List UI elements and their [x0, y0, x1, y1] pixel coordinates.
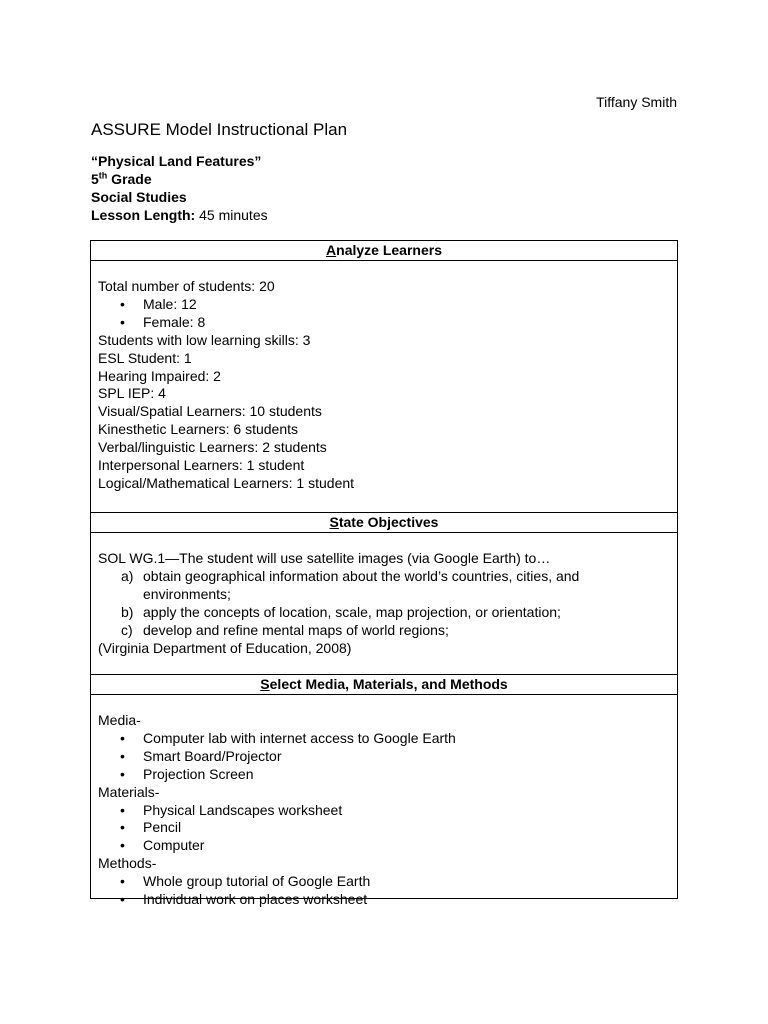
objective-item — [98, 568, 669, 586]
learner-stat: Students with low learning skills: 3 — [98, 331, 311, 348]
list-item: • Smart Board/Projector — [98, 748, 669, 766]
grade-suffix: th — [98, 170, 108, 181]
lesson-length — [91, 206, 268, 224]
objectives-header-rest: tate Objectives — [338, 514, 439, 530]
grade-word: Grade — [107, 171, 152, 187]
list-item: • Male: 12 — [98, 296, 669, 314]
select-media-body — [91, 695, 677, 908]
objective-item — [98, 622, 669, 640]
list-item: • Computer lab with internet access to Google Earth — [98, 730, 669, 748]
document-title: ASSURE Model Instructional Plan — [91, 120, 348, 139]
lesson-topic: “Physical Land Features” — [91, 153, 262, 169]
lesson-meta — [91, 152, 268, 224]
learner-stat: Interpersonal Learners: 1 student — [98, 457, 305, 474]
learner-stat: SPL IEP: 4 — [98, 385, 166, 402]
author-name: Tiffany Smith — [596, 94, 677, 110]
total-students: Total number of students: 20 — [98, 278, 275, 294]
lesson-grade — [91, 170, 268, 188]
state-objectives-body — [91, 533, 677, 675]
analyze-learners-header — [91, 241, 677, 261]
learner-stat: Kinesthetic Learners: 6 students — [98, 421, 299, 438]
media-header-initial: S — [260, 676, 270, 692]
learner-stat: ESL Student: 1 — [98, 349, 192, 366]
list-item: • Pencil — [98, 819, 669, 837]
lesson-length-label: Lesson Length: — [91, 207, 196, 223]
objective-citation: (Virginia Department of Education, 2008) — [98, 639, 352, 656]
methods-label: Methods- — [98, 855, 157, 872]
list-item: • Computer — [98, 837, 669, 855]
select-media-header — [91, 675, 677, 695]
state-objectives-header — [91, 513, 677, 533]
objective-letter: c) — [121, 621, 133, 638]
media-header-rest: elect Media, Materials, and Methods — [269, 676, 508, 692]
grade-number: 5 — [91, 171, 99, 187]
learner-stat: Visual/Spatial Learners: 10 students — [98, 403, 322, 420]
objective-letter: b) — [121, 603, 134, 620]
objective-intro: SOL WG.1—The student will use satellite images (via Google Earth) to… — [98, 550, 551, 566]
objective-item — [98, 604, 669, 622]
media-label: Media- — [98, 712, 141, 728]
analyze-header-rest: nalyze Learners — [336, 242, 442, 258]
learner-stat: Logical/Mathematical Learners: 1 student — [98, 474, 355, 491]
analyze-learners-body — [91, 261, 677, 513]
objective-text: apply the concepts of location, scale, map projection, or orientation; — [143, 603, 561, 620]
objective-letter: a) — [121, 567, 134, 584]
objective-text: obtain geographical information about the world’s countries, cities, and — [143, 567, 580, 584]
list-item: • Female: 8 — [98, 314, 669, 332]
materials-label: Materials- — [98, 783, 160, 800]
lesson-subject: Social Studies — [91, 189, 187, 205]
lesson-length-value: 45 minutes — [195, 207, 268, 223]
list-item: • Physical Landscapes worksheet — [98, 802, 669, 820]
objectives-header-initial: S — [329, 514, 339, 530]
objective-item-continued: environments; — [143, 585, 231, 602]
list-item: • Individual work on places worksheet — [98, 891, 669, 909]
list-item: • Projection Screen — [98, 766, 669, 784]
list-item: • Whole group tutorial of Google Earth — [98, 873, 669, 891]
assure-plan-table — [90, 240, 678, 908]
learner-stat: Verbal/linguistic Learners: 2 students — [98, 439, 327, 456]
learner-stat: Hearing Impaired: 2 — [98, 367, 221, 384]
analyze-header-initial: A — [326, 242, 337, 258]
objective-text: develop and refine mental maps of world regions; — [143, 621, 449, 638]
